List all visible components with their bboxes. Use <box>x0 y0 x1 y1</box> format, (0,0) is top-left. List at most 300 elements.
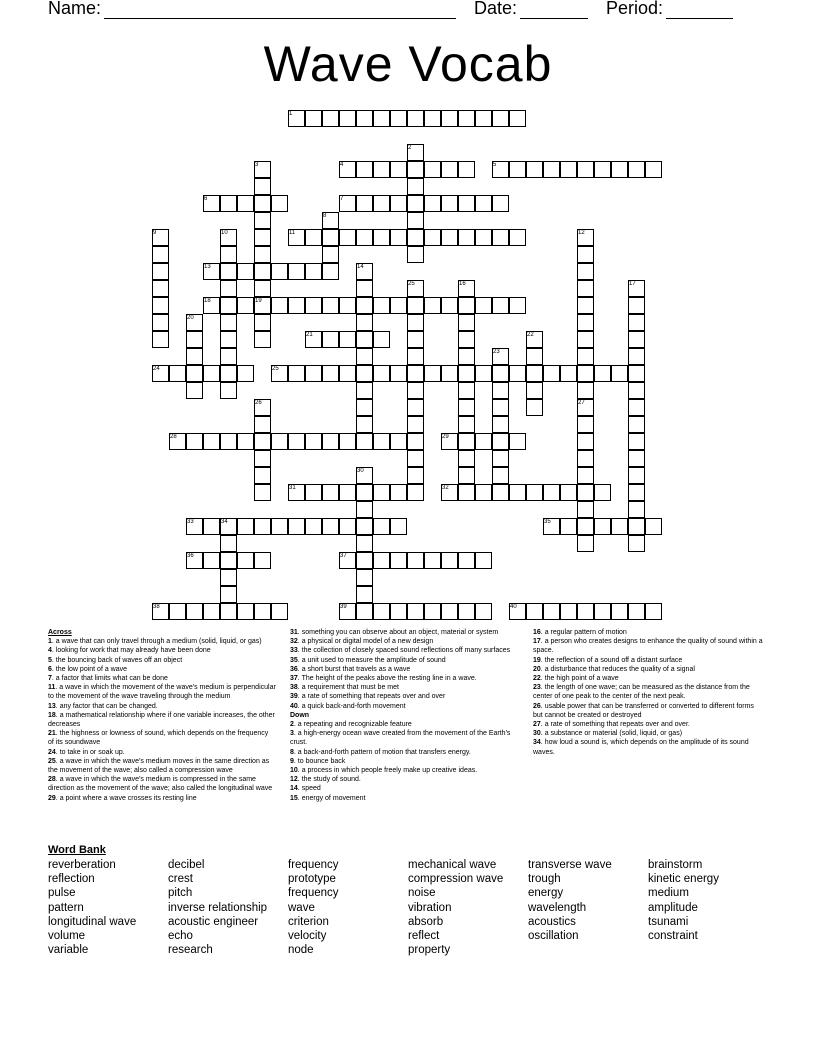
grid-cell[interactable] <box>254 467 271 484</box>
grid-cell[interactable] <box>475 433 492 450</box>
grid-cell[interactable] <box>407 144 424 161</box>
grid-cell[interactable] <box>220 518 237 535</box>
grid-cell[interactable] <box>220 535 237 552</box>
grid-cell[interactable] <box>237 433 254 450</box>
grid-cell[interactable] <box>254 603 271 620</box>
grid-cell[interactable] <box>390 365 407 382</box>
grid-cell[interactable] <box>220 348 237 365</box>
grid-cell[interactable] <box>203 263 220 280</box>
grid-cell[interactable] <box>373 552 390 569</box>
grid-cell[interactable] <box>390 484 407 501</box>
grid-cell[interactable] <box>237 263 254 280</box>
grid-cell[interactable] <box>373 229 390 246</box>
grid-cell[interactable] <box>356 382 373 399</box>
grid-cell[interactable] <box>407 416 424 433</box>
grid-cell[interactable] <box>407 484 424 501</box>
grid-cell[interactable] <box>628 348 645 365</box>
grid-cell[interactable] <box>628 535 645 552</box>
grid-cell[interactable] <box>407 382 424 399</box>
grid-cell[interactable] <box>152 365 169 382</box>
grid-cell[interactable] <box>186 314 203 331</box>
grid-cell[interactable] <box>220 263 237 280</box>
grid-cell[interactable] <box>407 331 424 348</box>
grid-cell[interactable] <box>560 484 577 501</box>
grid-cell[interactable] <box>458 161 475 178</box>
grid-cell[interactable] <box>458 382 475 399</box>
grid-cell[interactable] <box>628 365 645 382</box>
grid-cell[interactable] <box>509 229 526 246</box>
grid-cell[interactable] <box>288 229 305 246</box>
grid-cell[interactable] <box>458 603 475 620</box>
grid-cell[interactable] <box>271 195 288 212</box>
grid-cell[interactable] <box>458 552 475 569</box>
grid-cell[interactable] <box>322 246 339 263</box>
grid-cell[interactable] <box>254 263 271 280</box>
grid-cell[interactable] <box>203 365 220 382</box>
grid-cell[interactable] <box>339 195 356 212</box>
grid-cell[interactable] <box>509 161 526 178</box>
grid-cell[interactable] <box>441 603 458 620</box>
grid-cell[interactable] <box>220 229 237 246</box>
grid-cell[interactable] <box>254 433 271 450</box>
grid-cell[interactable] <box>543 603 560 620</box>
grid-cell[interactable] <box>186 552 203 569</box>
grid-cell[interactable] <box>628 501 645 518</box>
grid-cell[interactable] <box>577 263 594 280</box>
grid-cell[interactable] <box>628 467 645 484</box>
grid-cell[interactable] <box>390 229 407 246</box>
grid-cell[interactable] <box>356 365 373 382</box>
grid-cell[interactable] <box>203 433 220 450</box>
grid-cell[interactable] <box>424 603 441 620</box>
grid-cell[interactable] <box>186 603 203 620</box>
grid-cell[interactable] <box>628 433 645 450</box>
grid-cell[interactable] <box>390 110 407 127</box>
grid-cell[interactable] <box>186 433 203 450</box>
grid-cell[interactable] <box>339 433 356 450</box>
grid-cell[interactable] <box>356 433 373 450</box>
grid-cell[interactable] <box>458 297 475 314</box>
grid-cell[interactable] <box>560 365 577 382</box>
grid-cell[interactable] <box>458 399 475 416</box>
grid-cell[interactable] <box>254 212 271 229</box>
grid-cell[interactable] <box>186 382 203 399</box>
grid-cell[interactable] <box>322 229 339 246</box>
grid-cell[interactable] <box>152 263 169 280</box>
grid-cell[interactable] <box>152 246 169 263</box>
grid-cell[interactable] <box>407 297 424 314</box>
grid-cell[interactable] <box>390 195 407 212</box>
grid-cell[interactable] <box>356 110 373 127</box>
grid-cell[interactable] <box>526 484 543 501</box>
grid-cell[interactable] <box>271 433 288 450</box>
grid-cell[interactable] <box>322 365 339 382</box>
grid-cell[interactable] <box>373 161 390 178</box>
date-field[interactable] <box>520 18 588 19</box>
grid-cell[interactable] <box>220 603 237 620</box>
grid-cell[interactable] <box>322 518 339 535</box>
grid-cell[interactable] <box>407 450 424 467</box>
grid-cell[interactable] <box>169 603 186 620</box>
grid-cell[interactable] <box>526 161 543 178</box>
grid-cell[interactable] <box>305 365 322 382</box>
grid-cell[interactable] <box>169 433 186 450</box>
grid-cell[interactable] <box>577 450 594 467</box>
grid-cell[interactable] <box>441 484 458 501</box>
grid-cell[interactable] <box>271 263 288 280</box>
grid-cell[interactable] <box>611 161 628 178</box>
grid-cell[interactable] <box>322 263 339 280</box>
grid-cell[interactable] <box>288 484 305 501</box>
grid-cell[interactable] <box>169 365 186 382</box>
grid-cell[interactable] <box>492 467 509 484</box>
grid-cell[interactable] <box>458 433 475 450</box>
grid-cell[interactable] <box>407 110 424 127</box>
grid-cell[interactable] <box>220 314 237 331</box>
grid-cell[interactable] <box>288 110 305 127</box>
grid-cell[interactable] <box>475 603 492 620</box>
grid-cell[interactable] <box>577 314 594 331</box>
grid-cell[interactable] <box>373 365 390 382</box>
grid-cell[interactable] <box>509 484 526 501</box>
grid-cell[interactable] <box>356 195 373 212</box>
grid-cell[interactable] <box>577 416 594 433</box>
grid-cell[interactable] <box>458 280 475 297</box>
grid-cell[interactable] <box>577 518 594 535</box>
grid-cell[interactable] <box>186 331 203 348</box>
grid-cell[interactable] <box>424 365 441 382</box>
grid-cell[interactable] <box>373 433 390 450</box>
grid-cell[interactable] <box>305 484 322 501</box>
grid-cell[interactable] <box>356 501 373 518</box>
grid-cell[interactable] <box>220 552 237 569</box>
grid-cell[interactable] <box>407 433 424 450</box>
grid-cell[interactable] <box>220 297 237 314</box>
grid-cell[interactable] <box>373 518 390 535</box>
grid-cell[interactable] <box>543 518 560 535</box>
grid-cell[interactable] <box>424 229 441 246</box>
grid-cell[interactable] <box>492 195 509 212</box>
grid-cell[interactable] <box>492 433 509 450</box>
grid-cell[interactable] <box>271 365 288 382</box>
grid-cell[interactable] <box>305 229 322 246</box>
grid-cell[interactable] <box>390 297 407 314</box>
grid-cell[interactable] <box>152 603 169 620</box>
grid-cell[interactable] <box>407 365 424 382</box>
grid-cell[interactable] <box>628 416 645 433</box>
grid-cell[interactable] <box>203 603 220 620</box>
grid-cell[interactable] <box>424 110 441 127</box>
grid-cell[interactable] <box>152 280 169 297</box>
grid-cell[interactable] <box>492 297 509 314</box>
grid-cell[interactable] <box>220 433 237 450</box>
grid-cell[interactable] <box>645 161 662 178</box>
grid-cell[interactable] <box>237 195 254 212</box>
grid-cell[interactable] <box>509 110 526 127</box>
grid-cell[interactable] <box>356 161 373 178</box>
grid-cell[interactable] <box>254 484 271 501</box>
grid-cell[interactable] <box>628 382 645 399</box>
grid-cell[interactable] <box>356 399 373 416</box>
grid-cell[interactable] <box>424 161 441 178</box>
grid-cell[interactable] <box>356 569 373 586</box>
grid-cell[interactable] <box>339 110 356 127</box>
grid-cell[interactable] <box>594 603 611 620</box>
grid-cell[interactable] <box>220 195 237 212</box>
grid-cell[interactable] <box>288 518 305 535</box>
grid-cell[interactable] <box>305 518 322 535</box>
grid-cell[interactable] <box>322 212 339 229</box>
grid-cell[interactable] <box>526 399 543 416</box>
grid-cell[interactable] <box>220 246 237 263</box>
grid-cell[interactable] <box>356 263 373 280</box>
grid-cell[interactable] <box>645 518 662 535</box>
grid-cell[interactable] <box>220 382 237 399</box>
grid-cell[interactable] <box>628 161 645 178</box>
grid-cell[interactable] <box>594 484 611 501</box>
grid-cell[interactable] <box>203 297 220 314</box>
grid-cell[interactable] <box>492 229 509 246</box>
grid-cell[interactable] <box>322 484 339 501</box>
grid-cell[interactable] <box>237 297 254 314</box>
grid-cell[interactable] <box>407 178 424 195</box>
grid-cell[interactable] <box>254 314 271 331</box>
grid-cell[interactable] <box>458 484 475 501</box>
grid-cell[interactable] <box>611 365 628 382</box>
grid-cell[interactable] <box>577 246 594 263</box>
grid-cell[interactable] <box>288 263 305 280</box>
grid-cell[interactable] <box>356 331 373 348</box>
grid-cell[interactable] <box>628 518 645 535</box>
grid-cell[interactable] <box>543 365 560 382</box>
grid-cell[interactable] <box>577 280 594 297</box>
grid-cell[interactable] <box>560 161 577 178</box>
grid-cell[interactable] <box>339 229 356 246</box>
grid-cell[interactable] <box>628 484 645 501</box>
grid-cell[interactable] <box>577 484 594 501</box>
grid-cell[interactable] <box>339 161 356 178</box>
grid-cell[interactable] <box>288 365 305 382</box>
grid-cell[interactable] <box>628 297 645 314</box>
grid-cell[interactable] <box>407 280 424 297</box>
grid-cell[interactable] <box>237 603 254 620</box>
grid-cell[interactable] <box>407 195 424 212</box>
grid-cell[interactable] <box>356 348 373 365</box>
grid-cell[interactable] <box>441 297 458 314</box>
grid-cell[interactable] <box>220 331 237 348</box>
grid-cell[interactable] <box>254 178 271 195</box>
grid-cell[interactable] <box>458 110 475 127</box>
grid-cell[interactable] <box>577 229 594 246</box>
grid-cell[interactable] <box>628 331 645 348</box>
grid-cell[interactable] <box>254 161 271 178</box>
grid-cell[interactable] <box>356 280 373 297</box>
grid-cell[interactable] <box>356 314 373 331</box>
grid-cell[interactable] <box>186 348 203 365</box>
grid-cell[interactable] <box>577 467 594 484</box>
grid-cell[interactable] <box>237 552 254 569</box>
grid-cell[interactable] <box>441 161 458 178</box>
grid-cell[interactable] <box>390 161 407 178</box>
grid-cell[interactable] <box>611 518 628 535</box>
grid-cell[interactable] <box>492 110 509 127</box>
grid-cell[interactable] <box>475 552 492 569</box>
grid-cell[interactable] <box>458 365 475 382</box>
grid-cell[interactable] <box>407 229 424 246</box>
grid-cell[interactable] <box>373 603 390 620</box>
grid-cell[interactable] <box>441 552 458 569</box>
grid-cell[interactable] <box>373 331 390 348</box>
grid-cell[interactable] <box>322 433 339 450</box>
grid-cell[interactable] <box>628 399 645 416</box>
grid-cell[interactable] <box>186 365 203 382</box>
grid-cell[interactable] <box>390 603 407 620</box>
grid-cell[interactable] <box>220 365 237 382</box>
grid-cell[interactable] <box>458 467 475 484</box>
grid-cell[interactable] <box>458 450 475 467</box>
grid-cell[interactable] <box>288 297 305 314</box>
grid-cell[interactable] <box>577 535 594 552</box>
grid-cell[interactable] <box>407 212 424 229</box>
grid-cell[interactable] <box>628 280 645 297</box>
grid-cell[interactable] <box>305 110 322 127</box>
grid-cell[interactable] <box>305 433 322 450</box>
grid-cell[interactable] <box>526 331 543 348</box>
grid-cell[interactable] <box>288 433 305 450</box>
grid-cell[interactable] <box>577 161 594 178</box>
grid-cell[interactable] <box>628 314 645 331</box>
grid-cell[interactable] <box>492 450 509 467</box>
grid-cell[interactable] <box>492 382 509 399</box>
grid-cell[interactable] <box>577 365 594 382</box>
grid-cell[interactable] <box>322 297 339 314</box>
grid-cell[interactable] <box>203 195 220 212</box>
grid-cell[interactable] <box>458 416 475 433</box>
grid-cell[interactable] <box>407 246 424 263</box>
grid-cell[interactable] <box>577 331 594 348</box>
period-field[interactable] <box>666 18 733 19</box>
grid-cell[interactable] <box>492 365 509 382</box>
grid-cell[interactable] <box>475 195 492 212</box>
grid-cell[interactable] <box>356 416 373 433</box>
grid-cell[interactable] <box>492 484 509 501</box>
grid-cell[interactable] <box>509 603 526 620</box>
grid-cell[interactable] <box>645 603 662 620</box>
grid-cell[interactable] <box>543 161 560 178</box>
grid-cell[interactable] <box>441 110 458 127</box>
grid-cell[interactable] <box>424 297 441 314</box>
grid-cell[interactable] <box>441 365 458 382</box>
grid-cell[interactable] <box>356 518 373 535</box>
grid-cell[interactable] <box>441 229 458 246</box>
grid-cell[interactable] <box>322 331 339 348</box>
grid-cell[interactable] <box>339 552 356 569</box>
grid-cell[interactable] <box>356 229 373 246</box>
grid-cell[interactable] <box>305 331 322 348</box>
grid-cell[interactable] <box>594 365 611 382</box>
grid-cell[interactable] <box>458 348 475 365</box>
grid-cell[interactable] <box>441 433 458 450</box>
grid-cell[interactable] <box>475 229 492 246</box>
grid-cell[interactable] <box>509 365 526 382</box>
grid-cell[interactable] <box>475 110 492 127</box>
grid-cell[interactable] <box>577 348 594 365</box>
grid-cell[interactable] <box>509 433 526 450</box>
grid-cell[interactable] <box>305 263 322 280</box>
grid-cell[interactable] <box>339 518 356 535</box>
grid-cell[interactable] <box>577 501 594 518</box>
grid-cell[interactable] <box>492 348 509 365</box>
grid-cell[interactable] <box>407 603 424 620</box>
grid-cell[interactable] <box>254 297 271 314</box>
grid-cell[interactable] <box>254 229 271 246</box>
grid-cell[interactable] <box>407 348 424 365</box>
grid-cell[interactable] <box>424 195 441 212</box>
grid-cell[interactable] <box>475 297 492 314</box>
grid-cell[interactable] <box>271 518 288 535</box>
grid-cell[interactable] <box>339 331 356 348</box>
grid-cell[interactable] <box>577 603 594 620</box>
grid-cell[interactable] <box>424 552 441 569</box>
grid-cell[interactable] <box>203 518 220 535</box>
grid-cell[interactable] <box>237 518 254 535</box>
grid-cell[interactable] <box>152 229 169 246</box>
grid-cell[interactable] <box>373 195 390 212</box>
grid-cell[interactable] <box>254 195 271 212</box>
grid-cell[interactable] <box>509 297 526 314</box>
grid-cell[interactable] <box>254 331 271 348</box>
grid-cell[interactable] <box>441 195 458 212</box>
grid-cell[interactable] <box>628 450 645 467</box>
grid-cell[interactable] <box>543 484 560 501</box>
grid-cell[interactable] <box>492 416 509 433</box>
grid-cell[interactable] <box>254 399 271 416</box>
grid-cell[interactable] <box>356 535 373 552</box>
grid-cell[interactable] <box>407 467 424 484</box>
grid-cell[interactable] <box>220 569 237 586</box>
grid-cell[interactable] <box>407 552 424 569</box>
grid-cell[interactable] <box>560 603 577 620</box>
grid-cell[interactable] <box>254 552 271 569</box>
grid-cell[interactable] <box>254 280 271 297</box>
grid-cell[interactable] <box>628 603 645 620</box>
grid-cell[interactable] <box>356 586 373 603</box>
grid-cell[interactable] <box>594 518 611 535</box>
grid-cell[interactable] <box>390 433 407 450</box>
grid-cell[interactable] <box>254 518 271 535</box>
grid-cell[interactable] <box>254 416 271 433</box>
grid-cell[interactable] <box>577 382 594 399</box>
grid-cell[interactable] <box>492 399 509 416</box>
grid-cell[interactable] <box>407 314 424 331</box>
grid-cell[interactable] <box>526 365 543 382</box>
name-field[interactable] <box>104 18 456 19</box>
grid-cell[interactable] <box>152 314 169 331</box>
grid-cell[interactable] <box>220 586 237 603</box>
grid-cell[interactable] <box>526 603 543 620</box>
grid-cell[interactable] <box>271 603 288 620</box>
grid-cell[interactable] <box>186 518 203 535</box>
grid-cell[interactable] <box>220 280 237 297</box>
grid-cell[interactable] <box>611 603 628 620</box>
grid-cell[interactable] <box>254 450 271 467</box>
grid-cell[interactable] <box>577 433 594 450</box>
grid-cell[interactable] <box>271 297 288 314</box>
grid-cell[interactable] <box>492 161 509 178</box>
grid-cell[interactable] <box>339 365 356 382</box>
grid-cell[interactable] <box>458 314 475 331</box>
grid-cell[interactable] <box>254 246 271 263</box>
